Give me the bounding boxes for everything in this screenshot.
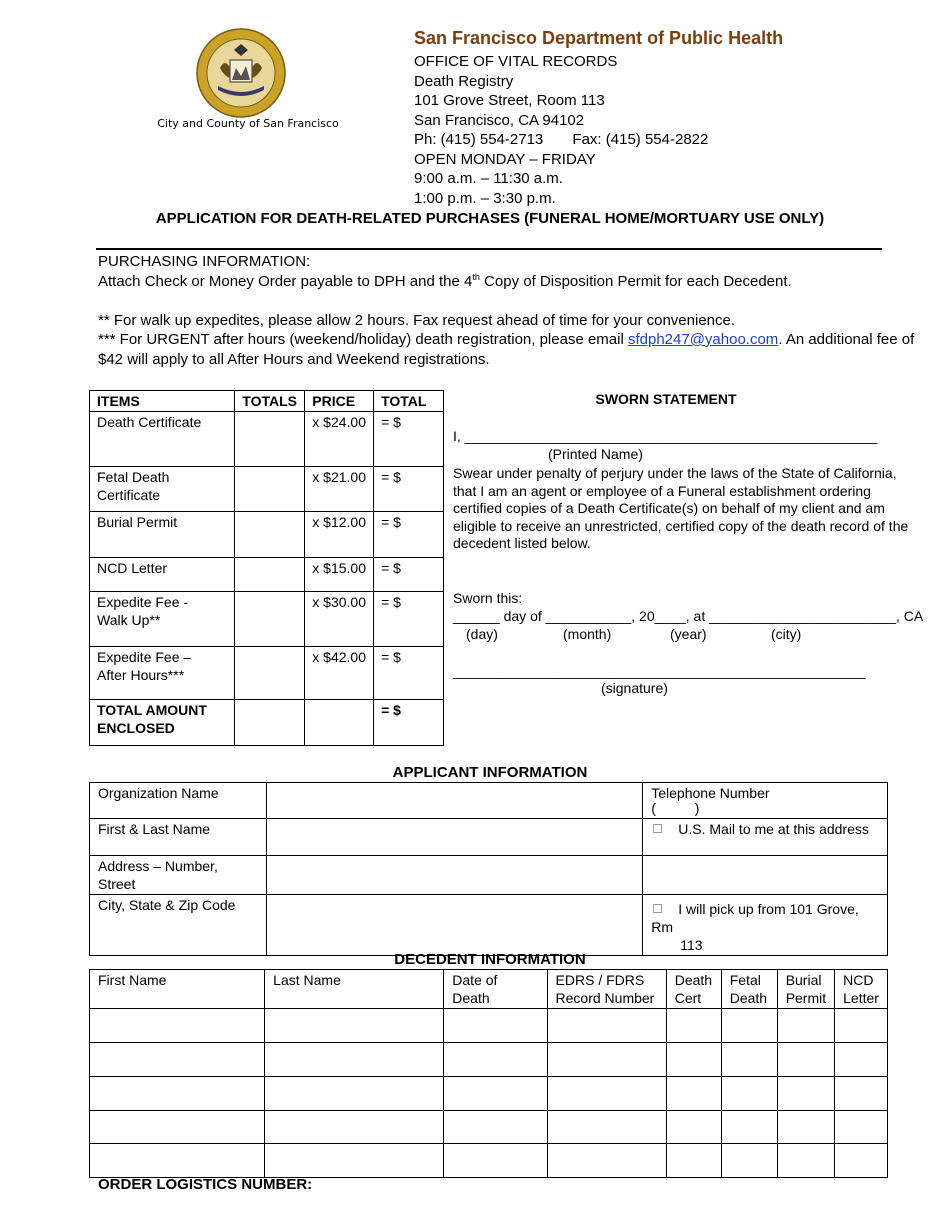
first-name-cell[interactable] <box>90 1077 265 1111</box>
ncd-letter-cell[interactable] <box>835 1009 888 1043</box>
fetal-death-cell[interactable] <box>721 1043 777 1077</box>
first-name-cell[interactable] <box>90 1009 265 1043</box>
item-total[interactable]: = $ <box>374 412 444 467</box>
col-header-total: TOTAL <box>374 391 444 412</box>
address-label: Address – Number, Street <box>90 856 267 895</box>
last-name-cell[interactable] <box>265 1111 444 1144</box>
pickup-option-label: I will pick up from 101 Grove, Rm <box>651 901 859 935</box>
item-name: Expedite Fee – After Hours*** <box>90 647 235 700</box>
applicant-row-name <box>90 819 888 856</box>
last-name-cell[interactable] <box>265 1009 444 1043</box>
record-number-cell[interactable] <box>547 1144 666 1178</box>
item-row-death-certificate <box>90 412 444 467</box>
total-amount-label: TOTAL AMOUNT ENCLOSED <box>90 700 235 746</box>
city-state-zip-field[interactable] <box>266 895 642 956</box>
first-name-cell[interactable] <box>90 1144 265 1178</box>
col-header-price: PRICE <box>305 391 374 412</box>
mail-option[interactable] <box>643 819 888 856</box>
record-number-cell[interactable] <box>547 1077 666 1111</box>
burial-permit-cell[interactable] <box>777 1009 834 1043</box>
col-header-last-name: Last Name <box>265 970 444 1009</box>
attach-instructions: Attach Check or Money Order payable to DPH and the 4th Copy of Disposition Permit for each Decedent. <box>98 272 792 290</box>
statement-line-3: certified copies of a Death Certificate(s) on behalf of my client and am <box>453 500 885 516</box>
record-number-cell[interactable] <box>547 1111 666 1144</box>
item-price: x $42.00 <box>305 647 374 700</box>
quantity-field[interactable] <box>235 558 305 592</box>
phone-label: Telephone Number <box>651 785 770 801</box>
record-number-cell[interactable] <box>547 1043 666 1077</box>
burial-permit-cell[interactable] <box>777 1111 834 1144</box>
decedent-row <box>90 1009 888 1043</box>
applicant-row-organization <box>90 783 888 819</box>
fetal-death-cell[interactable] <box>721 1144 777 1178</box>
office-name: OFFICE OF VITAL RECORDS <box>414 53 618 70</box>
item-name: Expedite Fee - Walk Up** <box>90 592 235 647</box>
quantity-field[interactable] <box>235 592 305 647</box>
applicant-row-address <box>90 856 888 895</box>
city-state-zip-label: City, State & Zip Code <box>90 895 267 956</box>
quantity-field[interactable] <box>235 647 305 700</box>
last-name-cell[interactable] <box>265 1043 444 1077</box>
last-name-cell[interactable] <box>265 1144 444 1178</box>
urgent-note: *** For URGENT after hours (weekend/holiday) death registration, please email sfdph247@yahoo.com. An additional fee of <box>98 331 915 348</box>
decedent-row <box>90 1111 888 1144</box>
printed-name-label: (Printed Name) <box>548 446 643 462</box>
statement-line-1: Swear under penalty of perjury under the laws of the State of California, <box>453 465 897 481</box>
item-total[interactable]: = $ <box>374 512 444 558</box>
date-of-death-cell[interactable] <box>444 1111 547 1144</box>
mail-checkbox[interactable] <box>653 824 662 833</box>
applicant-info-title: APPLICANT INFORMATION <box>392 764 588 781</box>
decedent-row <box>90 1043 888 1077</box>
quantity-field[interactable] <box>235 467 305 512</box>
total-price-cell <box>305 700 374 746</box>
open-days: OPEN MONDAY – FRIDAY <box>414 151 596 168</box>
burial-permit-cell[interactable] <box>777 1144 834 1178</box>
item-price: x $24.00 <box>305 412 374 467</box>
item-row-fetal-death-certificate <box>90 467 444 512</box>
col-header-items: ITEMS <box>90 391 235 412</box>
org-field[interactable] <box>266 783 642 819</box>
decedent-header-row <box>90 970 888 1009</box>
department-title: San Francisco Department of Public Health <box>414 28 784 48</box>
death-cert-cell[interactable] <box>666 1009 721 1043</box>
ncd-letter-cell[interactable] <box>835 1144 888 1178</box>
order-logistics-label: ORDER LOGISTICS NUMBER: <box>98 1176 313 1193</box>
sworn-statement-title: SWORN STATEMENT <box>595 391 737 407</box>
record-number-cell[interactable] <box>547 1009 666 1043</box>
city-address: San Francisco, CA 94102 <box>414 112 585 129</box>
registry-name: Death Registry <box>414 73 514 90</box>
item-row-expedite-after-hours <box>90 647 444 700</box>
col-header-date-of-death: Date of Death <box>444 970 547 1009</box>
last-name-cell[interactable] <box>265 1077 444 1111</box>
city-seal-logo <box>196 28 286 118</box>
total-amount-row <box>90 700 444 746</box>
ncd-letter-cell[interactable] <box>835 1111 888 1144</box>
sworn-this-label: Sworn this: <box>453 590 523 606</box>
name-field[interactable] <box>266 819 642 856</box>
item-total[interactable]: = $ <box>374 592 444 647</box>
col-header-record-number: EDRS / FDRS Record Number <box>547 970 666 1009</box>
burial-permit-cell[interactable] <box>777 1043 834 1077</box>
item-total[interactable]: = $ <box>374 558 444 592</box>
signature-field[interactable]: _____________________________________________________ <box>453 663 866 679</box>
date-of-death-cell[interactable] <box>444 1144 547 1178</box>
quantity-field[interactable] <box>235 512 305 558</box>
walkup-note: ** For walk up expedites, please allow 2 hours. Fax request ahead of time for your convenience. <box>98 312 736 329</box>
item-row-expedite-walkup <box>90 592 444 647</box>
decedent-row <box>90 1144 888 1178</box>
org-label: Organization Name <box>90 783 267 819</box>
year-label: (year) <box>670 626 707 642</box>
day-label: (day) <box>466 626 498 642</box>
email-link[interactable]: sfdph247@yahoo.com <box>627 331 779 348</box>
quantity-field[interactable] <box>235 412 305 467</box>
col-header-first-name: First Name <box>90 970 265 1009</box>
statement-line-5: decedent listed below. <box>453 535 591 551</box>
ncd-letter-cell[interactable] <box>835 1043 888 1077</box>
printed-name-field[interactable]: I, _____________________________________________________ <box>453 428 878 444</box>
phone-parens: ( ) <box>651 800 700 816</box>
name-label: First & Last Name <box>90 819 267 856</box>
death-cert-cell[interactable] <box>666 1077 721 1111</box>
address-extra-cell <box>643 856 888 895</box>
signature-label: (signature) <box>601 680 668 696</box>
fetal-death-cell[interactable] <box>721 1009 777 1043</box>
item-price: x $30.00 <box>305 592 374 647</box>
item-total[interactable]: = $ <box>374 467 444 512</box>
item-row-ncd-letter <box>90 558 444 592</box>
date-of-death-cell[interactable] <box>444 1043 547 1077</box>
month-label: (month) <box>563 626 612 642</box>
item-price: x $21.00 <box>305 467 374 512</box>
first-name-cell[interactable] <box>90 1043 265 1077</box>
decedent-table <box>89 969 888 1178</box>
title-divider <box>96 248 882 250</box>
item-name: Fetal Death Certificate <box>90 467 235 512</box>
date-of-death-cell[interactable] <box>444 1009 547 1043</box>
seal-caption: City and County of San Francisco <box>157 117 339 130</box>
item-name: NCD Letter <box>90 558 235 592</box>
item-name: Death Certificate <box>90 412 235 467</box>
item-total[interactable]: = $ <box>374 647 444 700</box>
total-quantity-field[interactable] <box>235 700 305 746</box>
urgent-note-fee: $42 will apply to all After Hours and Weekend registrations. <box>98 351 490 368</box>
items-table <box>89 390 444 746</box>
fetal-death-cell[interactable] <box>721 1111 777 1144</box>
col-header-death-cert: Death Cert <box>666 970 721 1009</box>
death-cert-cell[interactable] <box>666 1043 721 1077</box>
death-cert-cell[interactable] <box>666 1144 721 1178</box>
street-address: 101 Grove Street, Room 113 <box>414 92 605 109</box>
phone-field[interactable] <box>643 783 888 819</box>
col-header-totals: TOTALS <box>235 391 305 412</box>
applicant-table <box>89 782 888 956</box>
purchasing-heading: PURCHASING INFORMATION: <box>98 253 311 270</box>
form-title: APPLICATION FOR DEATH-RELATED PURCHASES (FUNERAL HOME/MORTUARY USE ONLY) <box>155 210 825 227</box>
mail-option-label: U.S. Mail to me at this address <box>678 821 869 837</box>
col-header-fetal-death: Fetal Death <box>721 970 777 1009</box>
item-price: x $12.00 <box>305 512 374 558</box>
statement-line-4: eligible to receive an unrestricted, certified copy of the death record of the <box>453 518 909 534</box>
pickup-option[interactable]: I will pick up from 101 Grove, Rm 113 <box>643 895 888 956</box>
items-header-row <box>90 391 444 412</box>
decedent-row <box>90 1077 888 1111</box>
applicant-row-city <box>90 895 888 956</box>
afternoon-hours: 1:00 p.m. – 3:30 p.m. <box>414 190 556 207</box>
death-cert-cell[interactable] <box>666 1111 721 1144</box>
morning-hours: 9:00 a.m. – 11:30 a.m. <box>414 170 563 187</box>
total-amount-field[interactable]: = $ <box>374 700 444 746</box>
first-name-cell[interactable] <box>90 1111 265 1144</box>
statement-line-2: that I am an agent or employee of a Funeral establishment ordering <box>453 483 871 499</box>
item-price: x $15.00 <box>305 558 374 592</box>
decedent-info-title: DECEDENT INFORMATION <box>394 951 586 968</box>
item-name: Burial Permit <box>90 512 235 558</box>
pickup-checkbox[interactable] <box>653 904 662 913</box>
sworn-date-line[interactable]: ______ day of ___________, 20____, at ________________________, CA <box>453 608 924 624</box>
address-field[interactable] <box>266 856 642 895</box>
fetal-death-cell[interactable] <box>721 1077 777 1111</box>
col-header-burial-permit: Burial Permit <box>777 970 834 1009</box>
city-label: (city) <box>771 626 802 642</box>
burial-permit-cell[interactable] <box>777 1077 834 1111</box>
date-of-death-cell[interactable] <box>444 1077 547 1111</box>
phone-fax: Ph: (415) 554-2713 Fax: (415) 554-2822 <box>414 131 709 148</box>
ncd-letter-cell[interactable] <box>835 1077 888 1111</box>
item-row-burial-permit <box>90 512 444 558</box>
col-header-ncd-letter: NCD Letter <box>835 970 888 1009</box>
